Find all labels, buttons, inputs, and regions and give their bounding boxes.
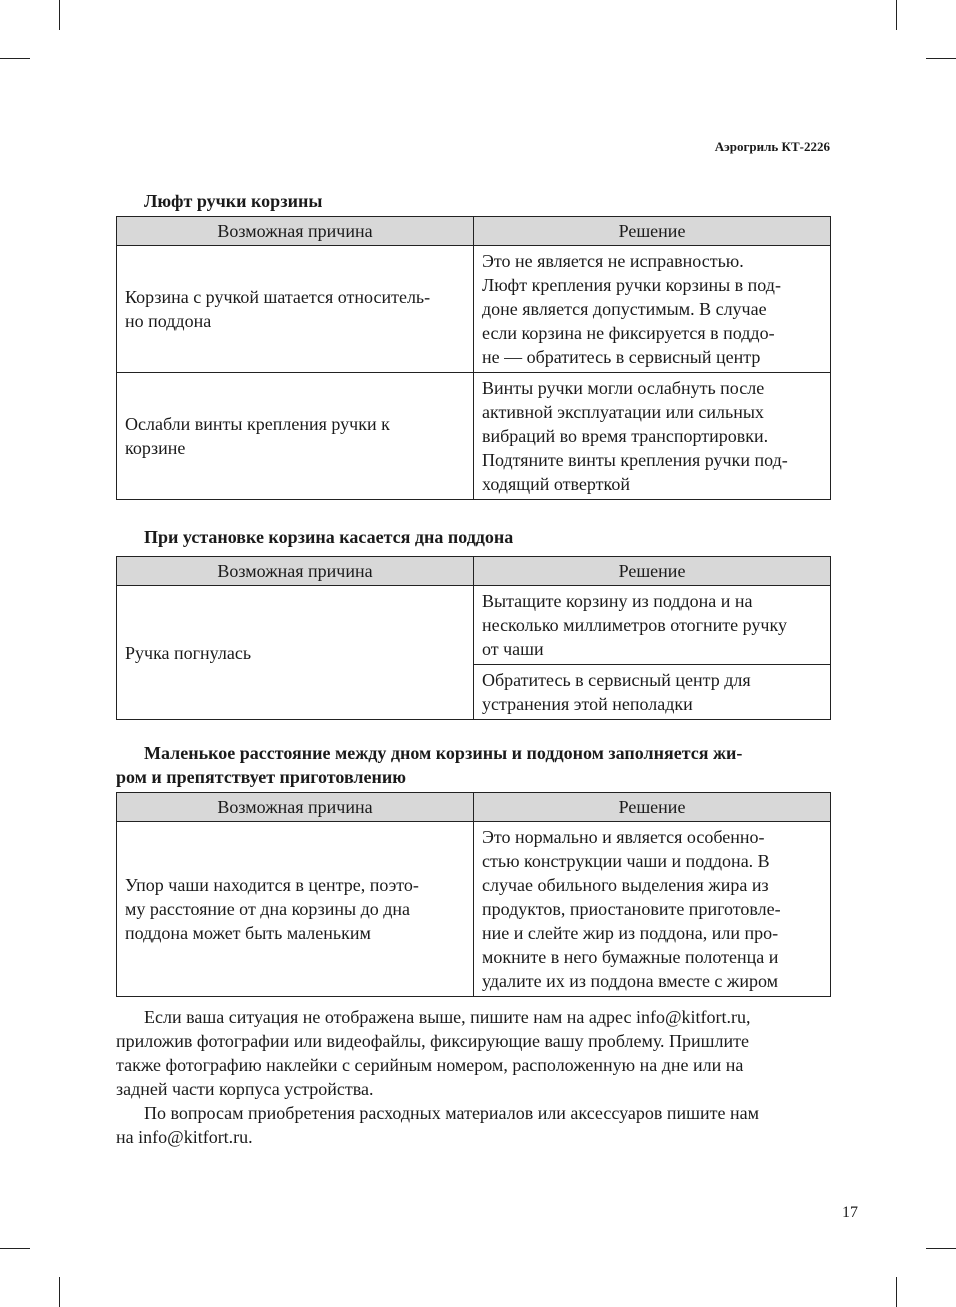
text-line: Упор чаши находится в центре, поэто-: [125, 875, 419, 895]
text-line: Если ваша ситуация не отображена выше, пишите нам на адрес info@kitfort.ru,: [144, 1007, 751, 1027]
title-line: Маленькое расстояние между дном корзины и поддоном заполняется жи-: [144, 743, 743, 763]
text-line: ходящий отверткой: [482, 474, 630, 494]
table-row: [117, 373, 831, 500]
text-line: мокните в него бумажные полотенца и: [482, 947, 779, 967]
troubleshooting-table-1: [116, 216, 831, 500]
table-header-row: [117, 217, 831, 246]
crop-mark: [0, 1248, 30, 1249]
text-line: Ослабли винты крепления ручки к: [125, 414, 390, 434]
table-row: [117, 586, 831, 665]
crop-mark: [896, 1277, 897, 1307]
cause-cell: [117, 373, 474, 500]
crop-mark: [896, 0, 897, 30]
text-line: удалите их из поддона вместе с жиром: [482, 971, 779, 991]
text-line: Винты ручки могли ослабнуть после: [482, 378, 765, 398]
text-line: продуктов, приостановите приготовле-: [482, 899, 781, 919]
text-line: По вопросам приобретения расходных материалов или аксессуаров пишите нам: [144, 1103, 759, 1123]
text-line: на info@kitfort.ru.: [116, 1127, 253, 1147]
column-header-solution: Решение: [474, 793, 831, 822]
cause-cell: [117, 246, 474, 373]
table-row: [117, 246, 831, 373]
text-line: корзине: [125, 438, 186, 458]
text-line: Ручка погнулась: [125, 642, 252, 663]
text-line: му расстояние от дна корзины до дна: [125, 899, 411, 919]
section-title-3: [116, 741, 830, 789]
text-line: устранения этой неполадки: [482, 694, 693, 714]
crop-mark: [926, 58, 956, 59]
text-line: случае обильного выделения жира из: [482, 875, 769, 895]
solution-cell: [474, 373, 831, 500]
text-line: активной эксплуатации или сильных: [482, 402, 764, 422]
running-header: Аэрогриль КТ-2226: [714, 139, 830, 154]
crop-mark: [59, 1277, 60, 1307]
text-line: не — обратитесь в сервисный центр: [482, 347, 761, 367]
page-number: 17: [842, 1204, 858, 1221]
cause-cell: [117, 586, 474, 720]
solution-cell: [474, 246, 831, 373]
text-line: Подтяните винты крепления ручки под-: [482, 450, 788, 470]
text-line: Это нормально и является особенно-: [482, 827, 765, 847]
table-header-row: [117, 557, 831, 586]
column-header-cause: Возможная причина: [117, 793, 474, 822]
solution-cell: [474, 586, 831, 665]
text-line: несколько миллиметров отогните ручку: [482, 615, 787, 635]
text-line: но поддона: [125, 311, 212, 331]
section-title-1: Люфт ручки корзины: [144, 191, 323, 211]
contact-paragraph: [116, 1005, 830, 1149]
text-line: Обратитесь в сервисный центр для: [482, 670, 751, 690]
table-row: [117, 822, 831, 997]
text-line: приложив фотографии или видеофайлы, фиксирующие вашу проблему. Пришлите: [116, 1031, 749, 1051]
text-line: задней части корпуса устройства.: [116, 1079, 374, 1099]
troubleshooting-table-3: [116, 792, 831, 997]
text-line: если корзина не фиксируется в поддо-: [482, 323, 775, 343]
column-header-cause: Возможная причина: [117, 557, 474, 586]
crop-mark: [59, 0, 60, 30]
text-line: поддона может быть маленьким: [125, 923, 371, 943]
crop-mark: [0, 58, 30, 59]
solution-cell: [474, 822, 831, 997]
text-line: Вытащите корзину из поддона и на: [482, 591, 753, 611]
troubleshooting-table-2: [116, 556, 831, 720]
text-line: стью конструкции чаши и поддона. В: [482, 851, 770, 871]
table-header-row: [117, 793, 831, 822]
cause-cell: [117, 822, 474, 997]
text-line: доне является допустимым. В случае: [482, 299, 767, 319]
title-line: ром и препятствует приготовлению: [116, 767, 407, 787]
text-line: Это не является не исправностью.: [482, 251, 744, 271]
text-line: Люфт крепления ручки корзины в под-: [482, 275, 781, 295]
section-title-2: При установке корзина касается дна поддона: [144, 527, 514, 547]
crop-mark: [926, 1248, 956, 1249]
column-header-solution: Решение: [474, 217, 831, 246]
solution-cell: [474, 665, 831, 720]
column-header-cause: Возможная причина: [117, 217, 474, 246]
text-line: от чаши: [482, 639, 544, 659]
column-header-solution: Решение: [474, 557, 831, 586]
text-line: ние и слейте жир из поддона, или про-: [482, 923, 779, 943]
text-line: также фотографию наклейки с серийным номером, расположенную на дне или на: [116, 1055, 744, 1075]
text-line: Корзина с ручкой шатается относитель-: [125, 287, 431, 307]
text-line: вибраций во время транспортировки.: [482, 426, 769, 446]
